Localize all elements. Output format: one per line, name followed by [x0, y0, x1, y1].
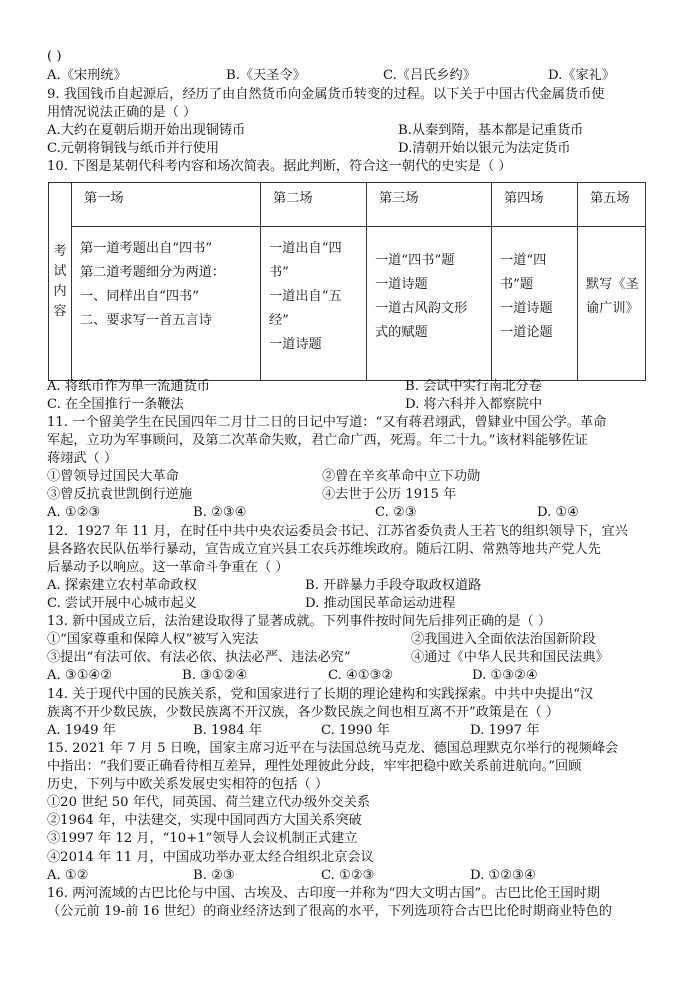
- q14-option-d: D. 1997 年: [470, 723, 540, 738]
- header-round-4: 第四场: [492, 183, 578, 227]
- table-side-label: 考 试 内 容: [49, 183, 72, 381]
- q13-option-c: C. ④①③②: [328, 668, 394, 683]
- q14-option-a: A. 1949 年: [47, 723, 116, 738]
- q8-option-b: B.《天圣令》: [226, 68, 306, 83]
- q12-option-d: D. 推动国民革命运动进程: [305, 596, 456, 611]
- q13-stem: 13. 新中国成立后，法治建设取得了显著成就。下列事件按时间先后排列正确的是（ ）: [47, 614, 552, 629]
- q12-option-b: B. 开辟暴力手段夺取政权道路: [305, 578, 482, 593]
- q8-answer-bracket: ( ): [47, 49, 62, 64]
- q16-stem-line2: （公元前 19-前 16 世纪）的商业经济达到了很高的水平，下列选项符合古巴比伦时期商业特色的: [47, 904, 612, 919]
- q12-stem-line2: 县各路农民队伍举行暴动，宣告成立宜兴县工农兵苏维埃政府。随后江阴、常熟等地共产党人先: [47, 542, 601, 557]
- q11-stem-line2: 军起，立功为军事顾问，及第二次革命失败，君亡命广西，死焉。年二十九。”该材料能够佐证: [47, 433, 588, 448]
- q12-option-c: C. 尝试开展中心城市起义: [47, 596, 197, 611]
- q12-stem-line3: 后暴动予以响应。这一革命斗争重在（ ）: [47, 560, 289, 575]
- q10-option-c: C. 在全国推行一条鞭法: [47, 397, 184, 412]
- q14-stem-line2: 族离不开少数民族，少数民族离不开汉族，各少数民族之间也相互离不开”政策是在（ ）: [47, 705, 560, 720]
- q15-item-4: ④2014 年 11 月，中国成功举办亚太经合组织北京会议: [47, 850, 374, 865]
- q9-option-d: D.清朝开始以银元为法定货币: [398, 141, 571, 156]
- q9-stem-line2: 用情况说法正确的是（ ）: [47, 105, 197, 120]
- cell-round-3: 一道“四书”题 一道诗题 一道古风韵文形 式的赋题: [367, 227, 492, 381]
- q13-option-b: B. ③①②④: [182, 668, 248, 683]
- q13-item-4: ④通过《中华人民共和国民法典》: [411, 650, 609, 665]
- q11-option-a: A. ①②③: [47, 505, 101, 520]
- q14-option-b: B. 1984 年: [193, 723, 263, 738]
- q11-item-1: ①曾领导过国民大革命: [47, 469, 179, 484]
- q11-option-d: D. ①④: [537, 505, 580, 520]
- q8-option-c: C.《吕氏乡约》: [383, 68, 476, 83]
- q8-option-a: A.《宋刑统》: [47, 68, 127, 83]
- q15-option-a: A. ①②: [47, 868, 89, 883]
- q10-stem: 10. 下图是某朝代科考内容和场次简表。据此判断，符合这一朝代的史实是（ ）: [47, 159, 512, 174]
- q11-item-4: ④去世于公历 1915 年: [322, 487, 457, 502]
- q13-item-1: ①“国家尊重和保障人权”被写入宪法: [47, 632, 259, 647]
- q15-item-3: ③1997 年 12 月，“10+1”领导人会议机制正式建立: [47, 831, 358, 846]
- q12-stem-line1: 12．1927 年 11 月，在时任中共中央农运委员会书记、江苏省委负责人王若飞的组织领导下，宜兴: [47, 524, 628, 539]
- cell-round-2: 一道出自“四 书” 一道出自“五 经” 一道诗题: [261, 227, 367, 381]
- q12-option-a: A. 探索建立农村革命政权: [47, 578, 197, 593]
- q15-item-1: ①20 世纪 50 年代，同英国、荷兰建立代办级外交关系: [47, 795, 371, 810]
- header-round-2: 第二场: [261, 183, 367, 227]
- header-round-3: 第三场: [367, 183, 492, 227]
- q10-option-d: D. 将六科并入都察院中: [405, 397, 543, 412]
- q8-option-d: D.《家礼》: [548, 68, 616, 83]
- exam-schedule-table: [48, 182, 646, 381]
- q13-option-a: A. ③①④②: [47, 668, 113, 683]
- q15-option-c: C. ①②③: [321, 868, 375, 883]
- q16-stem-line1: 16. 两河流域的古巴比伦与中国、古埃及、古印度一并称为“四大文明古国”。古巴比伦王国时期: [47, 886, 600, 901]
- q13-option-d: D. ①③②④: [472, 668, 538, 683]
- q11-item-2: ②曾在辛亥革命中立下功勋: [322, 469, 481, 484]
- q10-option-a: A. 将纸币作为单一流通货币: [47, 379, 210, 394]
- q11-option-b: B. ②③④: [193, 505, 247, 520]
- header-round-1: 第一场: [72, 183, 261, 227]
- q9-option-b: B.从秦到隋，基本都是记重货币: [398, 123, 584, 138]
- q9-stem-line1: 9. 我国钱币自起源后，经历了由自然货币向金属货币转变的过程。以下关于中国古代金属货币使: [47, 87, 605, 102]
- q15-option-b: B. ②③: [193, 868, 235, 883]
- cell-round-1: 第一道考题出自“四书” 第二道考题细分为两道： 一、同样出自“四书” 二、要求写一首五言诗: [72, 227, 261, 381]
- q15-option-d: D. ①②③④: [470, 868, 536, 883]
- q13-item-3: ③提出“有法可依、有法必依、执法必严、违法必究”: [47, 650, 351, 665]
- q9-option-a: A.大约在夏朝后期开始出现铜铸币: [47, 123, 246, 138]
- q11-item-3: ③曾反抗袁世凯倒行逆施: [47, 487, 193, 502]
- q15-stem-line3: 历史，下列与中欧关系发展史实相符的包括（ ）: [47, 777, 329, 792]
- q14-stem-line1: 14. 关于现代中国的民族关系，党和国家进行了长期的理论建构和实践探索。中共中央提出“汉: [47, 687, 594, 702]
- q11-stem-line1: 11. 一个留美学生在民国四年二月廿二日的日记中写道：“又有蒋君翊武，曾肄业中国公学。革命: [47, 415, 607, 430]
- cell-round-4: 一道“四 书”题 一道诗题 一道论题: [492, 227, 578, 381]
- cell-round-5: 默写《圣 谕广训》: [578, 227, 646, 381]
- q15-item-2: ②1964 年，中法建交，实现中国同西方大国关系突破: [47, 813, 362, 828]
- q15-stem-line1: 15. 2021 年 7 月 5 日晚，国家主席习近平在与法国总统马克龙、德国总理默克尔举行的视频峰会: [47, 741, 619, 756]
- q11-option-c: C. ②③: [375, 505, 417, 520]
- q14-option-c: C. 1990 年: [321, 723, 390, 738]
- q9-option-c: C.元朝将铜钱与纸币并行使用: [47, 141, 220, 156]
- q15-stem-line2: 中指出：“我们要正确看待相互差异，理性处理彼此分歧，牢牢把稳中欧关系前进航向。”回顾: [47, 759, 582, 774]
- header-round-5: 第五场: [578, 183, 646, 227]
- q13-item-2: ②我国进入全面依法治国新阶段: [411, 632, 596, 647]
- q10-option-b: B. 会试中实行南北分卷: [405, 379, 542, 394]
- q11-stem-line3: 蒋翊武（ ）: [47, 451, 118, 466]
